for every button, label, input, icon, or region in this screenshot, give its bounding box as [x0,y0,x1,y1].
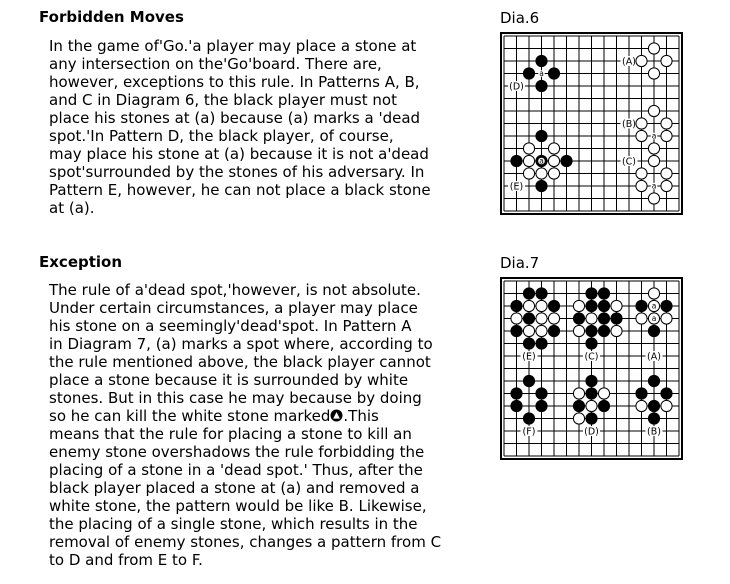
black-stone [536,55,547,66]
go-board-diagram-6 [500,32,683,215]
white-stone [611,325,622,336]
black-stone [523,288,534,299]
black-stone [598,313,609,324]
black-stone [536,288,547,299]
pattern-label: (D) [509,81,524,93]
black-stone [586,338,597,349]
black-stone [548,68,559,79]
text-line: Under certain circumstances, a player may place [49,299,418,317]
black-stone [523,68,534,79]
text-line: the rule mentioned above, the black player cannot [49,353,431,371]
text-line: his stone on a seemingly'dead'spot. In Pattern A [49,317,412,335]
pattern-label: (E) [509,181,524,193]
white-stone [648,143,659,154]
black-stone [511,300,522,311]
black-stone [586,375,597,386]
pattern-label: (C) [621,156,637,168]
white-stone [636,313,647,324]
white-stone [636,180,647,191]
black-stone [598,400,609,411]
white-stone [573,300,584,311]
black-stone [511,400,522,411]
black-stone [586,288,597,299]
text-line: means that the rule for placing a stone to kill an [49,425,412,443]
text-line: any intersection on the'Go'board. There are, [49,55,382,73]
text-line: place a stone because it is surrounded by white [49,371,409,389]
text-line: may place his stone at (a) because it is not a'dead [49,145,429,163]
white-stone [523,300,534,311]
text-line: black player placed a stone at (a) and removed a [49,479,420,497]
white-stone [573,413,584,424]
black-stone [611,313,622,324]
point-mark-a: a [651,301,657,311]
black-stone [561,155,572,166]
text-line: so he can kill the white stone marked [49,407,331,425]
text-line: white stone, the pattern would be like B. Likewise, [49,497,427,515]
black-stone [536,338,547,349]
white-stone [661,313,672,324]
black-stone [586,300,597,311]
point-mark-a: a [651,181,657,191]
paragraph-forbidden-moves [49,37,489,217]
black-stone [548,300,559,311]
white-stone [586,400,597,411]
black-stone [573,400,584,411]
white-stone [636,400,647,411]
white-stone [648,288,659,299]
text-line: removal of enemy stones, changes a pattern from C [49,533,442,551]
text-line: at (a). [49,199,95,217]
white-stone [548,168,559,179]
black-stone [573,313,584,324]
pattern-label: (E) [522,351,536,363]
black-stone [648,400,659,411]
black-stone [648,375,659,386]
black-stone [536,388,547,399]
text-line: The rule of a'dead spot,'however, is not absolute. [49,281,421,299]
black-stone [648,413,659,424]
diagram-7-label: Dia.7 [500,254,540,272]
white-stone [661,400,672,411]
text-line: spot'surrounded by the stones of his adversary. In [49,163,425,181]
black-stone [511,388,522,399]
text-line: place his stones at (a) because (a) marks a 'dead [49,109,421,127]
text-line: Pattern E, however, he can not place a black stone [49,181,431,199]
pattern-label: (B) [622,119,636,130]
white-stone [636,130,647,141]
black-stone [636,388,647,399]
white-stone [573,388,584,399]
white-stone [661,168,672,179]
white-stone [661,118,672,129]
white-stone [648,193,659,204]
pattern-label: (C) [584,351,599,363]
black-stone [536,400,547,411]
text-line: .This [343,407,379,425]
black-stone [536,130,547,141]
white-stone [661,55,672,66]
white-stone [648,68,659,79]
paragraph-exception [49,281,489,569]
white-stone [611,300,622,311]
white-stone [548,155,559,166]
black-stone [661,388,672,399]
diagram-6-label: Dia.6 [500,9,540,27]
white-stone [648,155,659,166]
white-stone [523,155,534,166]
white-stone [648,105,659,116]
black-stone [661,300,672,311]
text-line: In the game of'Go.'a player may place a stone at [49,37,417,55]
white-stone [523,168,534,179]
text-line: to D and from E to F. [49,551,203,569]
black-stone [523,338,534,349]
black-stone [586,388,597,399]
text-line: and C in Diagram 6, the black player must not [49,91,397,109]
marked-white-stone-icon [330,409,343,422]
go-board-diagram-7 [500,277,683,460]
white-stone [523,143,534,154]
white-stone [536,168,547,179]
text-line: placing of a stone in a 'dead spot.' Thus, after the [49,461,423,479]
section-heading-exception: Exception [39,253,123,271]
black-stone [523,413,534,424]
pattern-label: (B) [647,426,661,438]
text-line: stones. But in this case he may because by doing [49,389,422,407]
white-stone [573,325,584,336]
point-mark-a: a [539,156,544,166]
pattern-label: (A) [647,351,661,363]
white-stone [548,313,559,324]
white-stone [511,313,522,324]
white-stone [598,388,609,399]
black-stone [511,155,522,166]
text-line: the placing of a single stone, which results in the [49,515,418,533]
point-mark-a: a [539,69,544,79]
text-line: enemy stone overshadows the rule forbidding the [49,443,425,461]
point-mark-a: a [651,314,657,324]
text-line: however, exceptions to this rule. In Patterns A, B, [49,73,420,91]
black-stone [586,325,597,336]
pattern-label: (F) [522,426,536,438]
black-stone [523,313,534,324]
text-line: spot.'In Pattern D, the black player, of course, [49,127,394,145]
white-stone [536,313,547,324]
black-stone [511,325,522,336]
white-stone [636,118,647,129]
black-stone [598,300,609,311]
black-stone [636,300,647,311]
white-stone [536,300,547,311]
white-stone [636,55,647,66]
black-stone [548,325,559,336]
black-stone [523,375,534,386]
black-stone [536,80,547,91]
pattern-label: (D) [584,426,599,438]
white-stone [661,180,672,191]
text-line: in Diagram 7, (a) marks a spot where, according to [49,335,433,353]
pattern-label: (A) [622,56,636,68]
black-stone [536,180,547,191]
white-stone [648,43,659,54]
white-stone [548,143,559,154]
white-stone [523,325,534,336]
section-heading-forbidden-moves: Forbidden Moves [39,8,184,26]
black-stone [598,325,609,336]
white-stone [661,130,672,141]
white-stone [536,325,547,336]
black-stone [648,325,659,336]
black-stone [586,413,597,424]
white-stone [586,313,597,324]
point-mark-a: a [651,131,657,141]
black-stone [598,288,609,299]
white-stone [636,168,647,179]
